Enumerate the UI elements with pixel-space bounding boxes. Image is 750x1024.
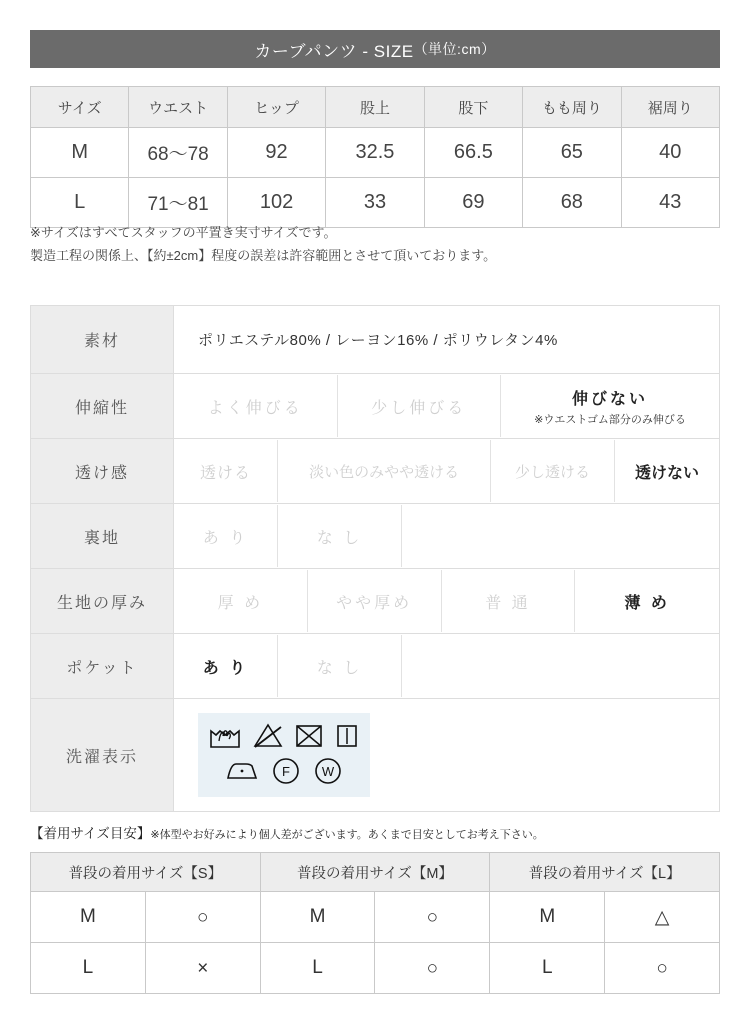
dry-clean-w-icon xyxy=(312,755,344,787)
wear-guide-title-main: 【着用サイズ目安】 xyxy=(30,826,151,841)
wear-guide-title-note: ※体型やお好みにより個人差がございます。あくまで目安としてお考え下さい。 xyxy=(150,829,544,841)
spec-value-lining xyxy=(174,504,720,569)
option-stretch-none-note: ※ウエストゴム部分のみ伸びる xyxy=(534,413,686,426)
option-sheer-little: 少し透ける xyxy=(491,440,615,502)
cell-hem: 40 xyxy=(621,128,719,178)
cell-hip: 102 xyxy=(227,178,325,228)
size-table-header-row xyxy=(31,87,720,128)
spec-row-pocket xyxy=(31,634,720,699)
option-thickness-normal: 普 通 xyxy=(442,570,576,632)
col-inseam: 股下 xyxy=(424,87,522,128)
table-row xyxy=(31,128,720,178)
wear-mark-s-l: × xyxy=(145,943,260,994)
iron-low-icon xyxy=(224,757,260,785)
wear-size-s-m: M xyxy=(31,892,146,943)
option-stretch-none: 伸びない ※ウエストゴム部分のみ伸びる xyxy=(534,390,686,426)
cell-waist: 71〜81 xyxy=(129,178,227,228)
page-title: カーブパンツ - SIZE xyxy=(254,41,414,61)
spec-label-lining: 裏地 xyxy=(31,504,174,569)
cell-size: M xyxy=(31,128,129,178)
page-title-bar xyxy=(30,30,720,68)
page-title-unit: （単位:cm） xyxy=(413,41,496,57)
wear-size-l-l: L xyxy=(490,943,605,994)
option-lining-no: な し xyxy=(278,505,402,567)
spec-value-material xyxy=(174,306,720,374)
size-notes xyxy=(30,222,720,268)
svg-text:W: W xyxy=(321,764,335,779)
option-lining-yes: あ り xyxy=(174,505,278,567)
spec-row-material xyxy=(31,306,720,374)
col-hip: ヒップ xyxy=(227,87,325,128)
wear-guide-header-s: 普段の着用サイズ【S】 xyxy=(31,853,261,892)
wear-mark-l-l: ○ xyxy=(605,943,720,994)
wear-guide-header-row xyxy=(31,853,720,892)
svg-text:F: F xyxy=(282,764,290,779)
cell-hip: 92 xyxy=(227,128,325,178)
option-sheer-yes: 透ける xyxy=(174,440,278,502)
option-thickness-thick: 厚 め xyxy=(174,570,308,632)
col-size: サイズ xyxy=(31,87,129,128)
option-lining-spacer xyxy=(402,505,719,567)
no-bleach-icon xyxy=(252,721,284,751)
material-text: ポリエステル80% / レーヨン16% / ポリウレタン4% xyxy=(198,332,558,349)
option-stretch-high: よく伸びる xyxy=(174,375,338,437)
spec-value-sheerness xyxy=(174,439,720,504)
col-waist: ウエスト xyxy=(129,87,227,128)
note-line-1: ※サイズはすべてスタッフの平置き実寸サイズです。 xyxy=(30,225,337,240)
wear-size-m-m: M xyxy=(260,892,375,943)
wear-guide-header-l: 普段の着用サイズ【L】 xyxy=(490,853,720,892)
cell-rise: 33 xyxy=(326,178,424,228)
spec-row-laundry xyxy=(31,699,720,812)
cell-thigh: 65 xyxy=(523,128,621,178)
wear-mark-l-m: △ xyxy=(605,892,720,943)
spec-label-laundry: 洗濯表示 xyxy=(31,699,174,812)
drip-dry-icon xyxy=(334,721,360,751)
wear-size-l-m: M xyxy=(490,892,605,943)
cell-waist: 68〜78 xyxy=(129,128,227,178)
col-rise: 股上 xyxy=(326,87,424,128)
spec-value-pocket xyxy=(174,634,720,699)
option-stretch-some: 少し伸びる xyxy=(338,375,502,437)
option-sheer-light: 淡い色のみやや透ける xyxy=(278,440,491,502)
wear-mark-m-l: ○ xyxy=(375,943,490,994)
spec-row-lining xyxy=(31,504,720,569)
table-row xyxy=(31,892,720,943)
spec-value-stretch xyxy=(174,374,720,439)
table-row xyxy=(31,943,720,994)
hand-wash-icon xyxy=(208,721,242,751)
spec-value-laundry xyxy=(174,699,720,812)
option-thickness-semithick: やや厚め xyxy=(308,570,442,632)
cell-inseam: 69 xyxy=(424,178,522,228)
cell-thigh: 68 xyxy=(523,178,621,228)
wear-size-m-l: L xyxy=(260,943,375,994)
spec-label-pocket: ポケット xyxy=(31,634,174,699)
no-tumble-dry-icon xyxy=(294,721,324,751)
spec-row-sheerness xyxy=(31,439,720,504)
cell-size: L xyxy=(31,178,129,228)
wear-mark-m-m: ○ xyxy=(375,892,490,943)
note-line-2: 製造工程の関係上、【約±2cm】程度の誤差は許容範囲とさせて頂いております。 xyxy=(30,247,497,263)
cell-hem: 43 xyxy=(621,178,719,228)
spec-label-material: 素材 xyxy=(31,306,174,374)
option-sheer-no: 透けない xyxy=(634,464,699,482)
wear-guide-title xyxy=(30,822,720,842)
spec-label-sheerness: 透け感 xyxy=(31,439,174,504)
wear-guide-table xyxy=(30,852,720,994)
wear-mark-s-m: ○ xyxy=(145,892,260,943)
cell-rise: 32.5 xyxy=(326,128,424,178)
option-pocket-spacer xyxy=(402,635,719,697)
dry-clean-f-icon xyxy=(270,755,302,787)
spec-row-thickness xyxy=(31,569,720,634)
spec-value-thickness xyxy=(174,569,720,634)
spec-label-stretch: 伸縮性 xyxy=(31,374,174,439)
laundry-icon-group xyxy=(198,713,370,797)
wear-size-s-l: L xyxy=(31,943,146,994)
option-pocket-yes: あ り xyxy=(174,635,278,697)
wear-guide-header-m: 普段の着用サイズ【M】 xyxy=(260,853,490,892)
col-hem: 裾周り xyxy=(621,87,719,128)
spec-label-thickness: 生地の厚み xyxy=(31,569,174,634)
table-row xyxy=(31,178,720,228)
size-table xyxy=(30,86,720,228)
option-thickness-thin: 薄 め xyxy=(624,594,670,612)
spec-table xyxy=(30,305,720,812)
option-pocket-no: な し xyxy=(278,635,402,697)
cell-inseam: 66.5 xyxy=(424,128,522,178)
col-thigh: もも周り xyxy=(523,87,621,128)
spec-row-stretch xyxy=(31,374,720,439)
